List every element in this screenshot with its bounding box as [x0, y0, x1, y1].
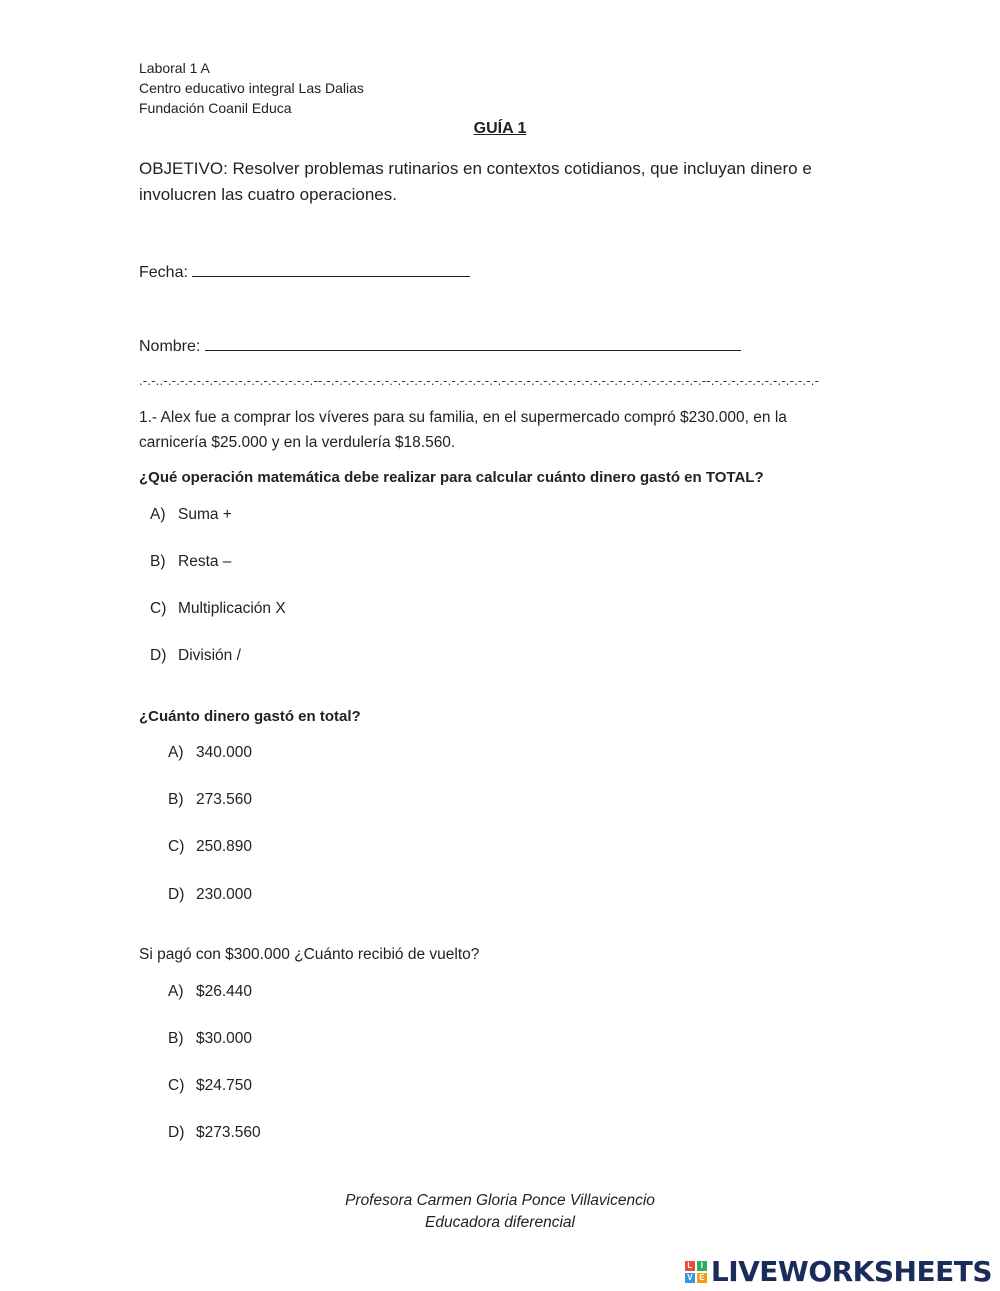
option-q3-a[interactable] [168, 983, 252, 1001]
option-q3-d[interactable] [168, 1124, 261, 1142]
option-text: 340.000 [196, 744, 253, 761]
option-letter: A) [168, 983, 184, 1000]
option-q1-a[interactable] [150, 506, 232, 524]
option-q2-b[interactable] [168, 791, 252, 809]
option-letter: D) [168, 1124, 185, 1141]
option-q3-c[interactable] [168, 1077, 252, 1095]
problem-statement: 1.- Alex fue a comprar los víveres para su familia, en el supermercado compró $230.000, en la carnicería $25.000 y en la verdulería $18.560. [139, 409, 787, 451]
question-change: Si pagó con $300.000 ¿Cuánto recibió de vuelto? [139, 946, 480, 963]
option-letter: A) [150, 506, 166, 523]
option-letter: C) [168, 838, 185, 855]
option-text: $30.000 [196, 1030, 253, 1047]
logo-text: LIVEWORKSHEETS [710, 1255, 992, 1288]
option-q1-b[interactable] [150, 553, 231, 571]
option-text: $26.440 [196, 983, 253, 1000]
liveworksheets-logo [685, 1255, 992, 1288]
logo-blocks-icon [685, 1261, 707, 1283]
name-line[interactable] [205, 336, 741, 351]
logo-block: L [685, 1261, 695, 1271]
option-text: Suma + [178, 506, 232, 523]
option-text: 250.890 [196, 838, 253, 855]
option-letter: D) [168, 886, 185, 903]
question-total: ¿Cuánto dinero gastó en total? [139, 708, 361, 725]
option-q2-d[interactable] [168, 886, 252, 904]
option-q1-d[interactable] [150, 647, 241, 665]
name-label: Nombre: [139, 338, 201, 355]
option-text: Multiplicación X [178, 600, 286, 617]
option-q2-c[interactable] [168, 838, 252, 856]
option-letter: C) [150, 600, 167, 617]
question-operation: ¿Qué operación matemática debe realizar para calcular cuánto dinero gastó en TOTAL? [139, 469, 764, 486]
logo-block: E [697, 1273, 707, 1283]
date-line[interactable] [192, 262, 470, 277]
option-letter: A) [168, 744, 184, 761]
option-text: 273.560 [196, 791, 253, 808]
option-letter: B) [168, 791, 184, 808]
option-text: División / [178, 647, 241, 664]
logo-block: V [685, 1273, 695, 1283]
header-school: Centro educativo integral Las Dalias [139, 80, 364, 96]
header-foundation: Fundación Coanil Educa [139, 100, 292, 116]
option-q3-b[interactable] [168, 1030, 252, 1048]
option-letter: B) [150, 553, 166, 570]
option-text: 230.000 [196, 886, 253, 903]
objective-text: OBJETIVO: Resolver problemas rutinarios en contextos cotidianos, que incluyan dinero e involucren las cuatro operaciones. [139, 159, 812, 204]
footer-role: Educadora diferencial [425, 1214, 575, 1231]
logo-block: I [697, 1261, 707, 1271]
option-letter: C) [168, 1077, 185, 1094]
option-letter: D) [150, 647, 167, 664]
page-title: GUÍA 1 [473, 120, 527, 137]
header-course: Laboral 1 A [139, 60, 210, 76]
option-q2-a[interactable] [168, 744, 252, 762]
footer-teacher: Profesora Carmen Gloria Ponce Villavicencio [345, 1192, 655, 1209]
option-text: Resta – [178, 553, 232, 570]
date-label: Fecha: [139, 264, 188, 281]
option-q1-c[interactable] [150, 600, 286, 618]
name-field[interactable] [139, 336, 741, 356]
option-letter: B) [168, 1030, 184, 1047]
date-field[interactable] [139, 262, 470, 282]
option-text: $24.750 [196, 1077, 253, 1094]
option-text: $273.560 [196, 1124, 261, 1141]
separator-line: .-.-..-.-.-.-.-.-.-.-.-.-.-.-.-.-.-.-.-.-.--.-.-.-.-.-.-.-.-.-.-.-.-.-.-.-.-.-.-.-.-.-.-.-.-.-.-.-.-.-.-.-.-.-.-.-.-.-.-.-.-.-.-.-.-.-.--.-.-.-.-.-.-.-.-.-.-.-.-.- [139, 373, 820, 388]
